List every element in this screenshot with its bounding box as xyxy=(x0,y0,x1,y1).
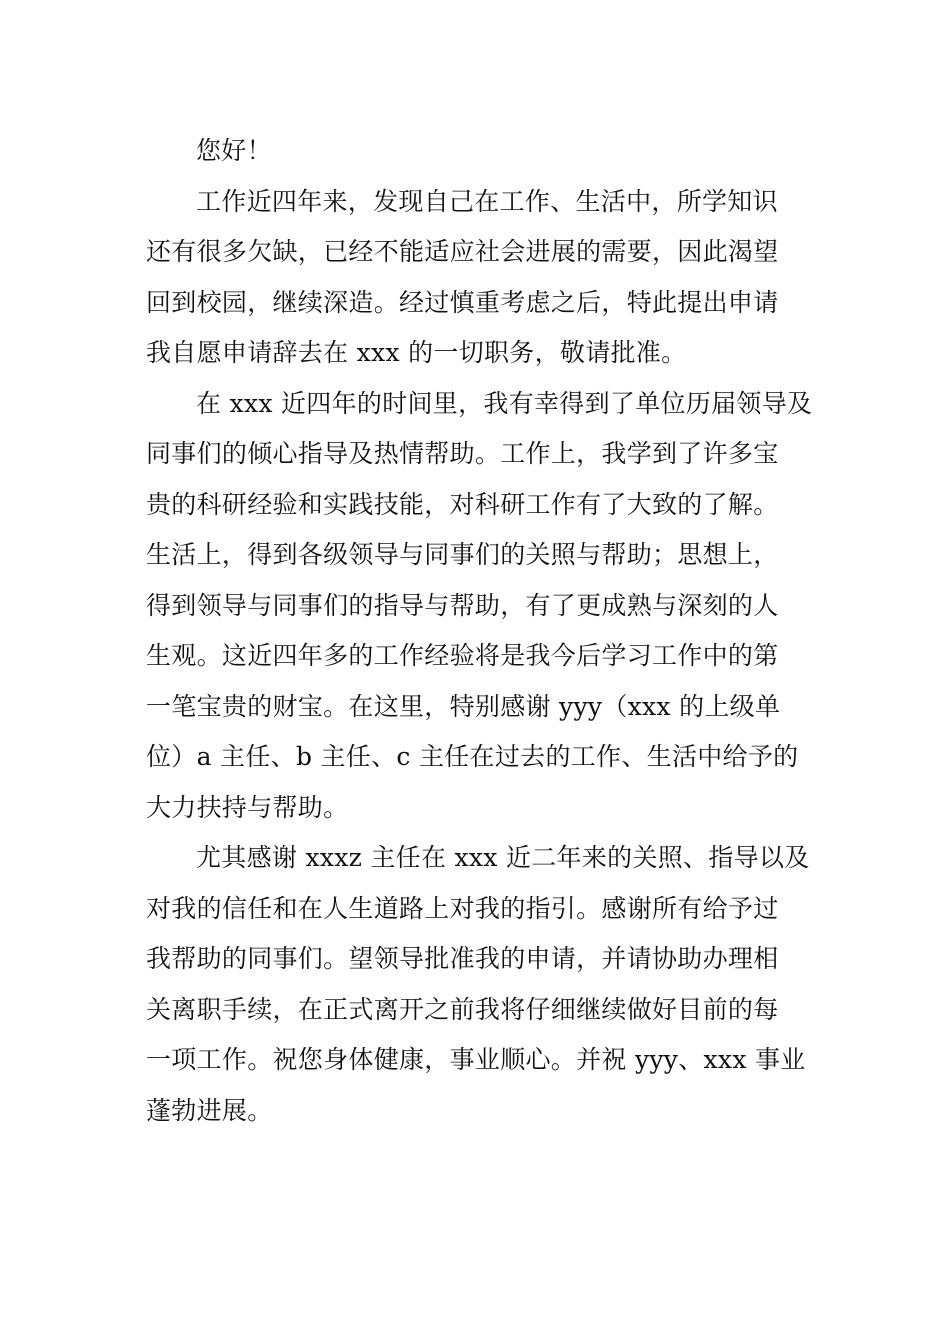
paragraph-line: 工作近四年来，发现自己在工作、生活中，所学知识 xyxy=(196,186,778,216)
paragraph-line: 还有很多欠缺，已经不能适应社会进展的需要，因此渴望 xyxy=(146,237,779,266)
paragraph-line: 对我的信任和在人生道路上对我的指引。感谢所有给予过 xyxy=(146,893,779,923)
paragraph-line: 生活上，得到各级领导与同事们的关照与帮助；思想上， xyxy=(146,540,779,569)
paragraph-line: 尤其感谢 xxxz 主任在 xxx 近二年来的关照、指导以及 xyxy=(196,843,810,872)
paragraph-line: 大力扶持与帮助。 xyxy=(146,792,349,822)
paragraph-2 xyxy=(146,379,813,834)
paragraph-line: 得到领导与同事们的指导与帮助，有了更成熟与深刻的人 xyxy=(146,590,779,620)
paragraph-line: 我帮助的同事们。望领导批准我的申请，并请协助办理相 xyxy=(146,944,779,973)
paragraph-line: 同事们的倾心指导及热情帮助。工作上，我学到了许多宝 xyxy=(146,439,779,468)
paragraph-line: 生观。这近四年多的工作经验将是我今后学习工作中的第 xyxy=(146,641,779,670)
paragraph-line: 一项工作。祝您身体健康，事业顺心。并祝 yyy、xxx 事业 xyxy=(146,1045,806,1074)
paragraph-line: 蓬勃进展。 xyxy=(146,1095,273,1125)
paragraph-line: 我自愿申请辞去在 xxx 的一切职务，敬请批准。 xyxy=(146,338,687,367)
paragraph-line: 位）a 主任、b 主任、c 主任在过去的工作、生活中给予的 xyxy=(146,742,799,771)
paragraph-line: 贵的科研经验和实践技能，对科研工作有了大致的了解。 xyxy=(146,489,779,519)
greeting: 您好！ xyxy=(196,136,272,165)
letter-body xyxy=(146,126,813,1136)
paragraph-line: 回到校园，继续深造。经过慎重考虑之后，特此提出申请 xyxy=(146,287,779,317)
paragraph-line: 关离职手续，在正式离开之前我将仔细继续做好目前的每 xyxy=(146,994,779,1024)
paragraph-line: 一笔宝贵的财宝。在这里，特别感谢 yyy（xxx 的上级单 xyxy=(146,691,781,721)
paragraph-1 xyxy=(146,177,806,379)
paragraph-3 xyxy=(146,833,810,1136)
paragraph-line: 在 xxx 近四年的时间里，我有幸得到了单位历届领导及 xyxy=(196,388,813,418)
